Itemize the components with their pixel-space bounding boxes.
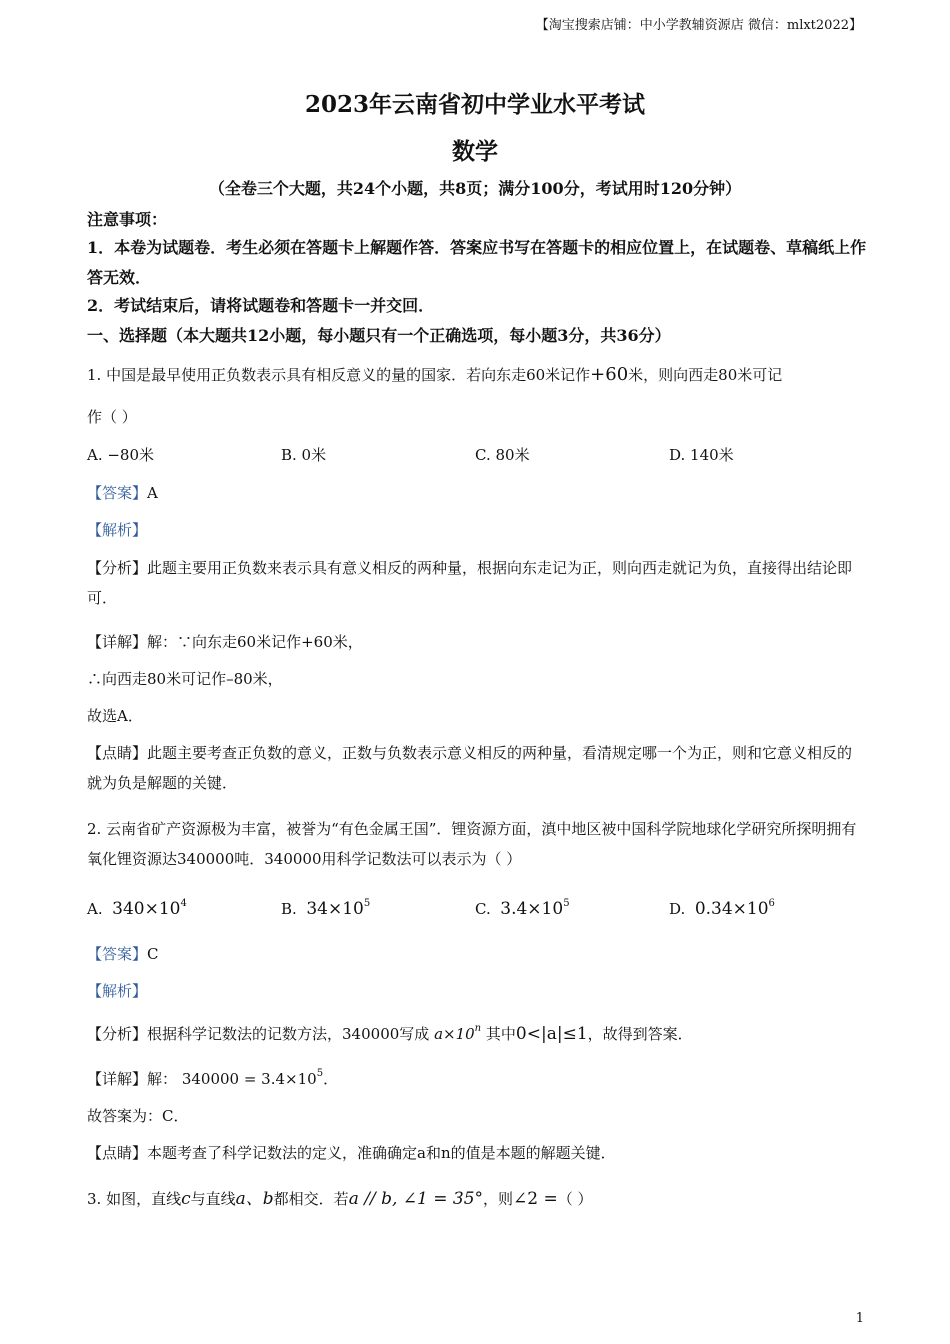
q2-option-c: C. $3.4\times 10^5$ xyxy=(475,898,570,919)
q1-answer: 【答案】A xyxy=(87,484,158,502)
q1-option-c: C. 80米 xyxy=(475,446,530,464)
q1-analysis-tag: 【解析】 xyxy=(87,521,148,539)
q1-stem-cont: 作（ ） xyxy=(87,408,137,426)
q2-fenxi: 【分析】根据科学记数法的记数方法，340000写成 $a\times 10^n$ 其中0<|a|≤1，故得到答案． xyxy=(87,1023,693,1044)
q1-detail-2: ∴向西走80米可记作–80米， xyxy=(87,670,283,688)
q2-detail-2: 故答案为：C． xyxy=(87,1107,189,1125)
notice-item-2: 2．考试结束后，请将试题卷和答题卡一并交回． xyxy=(87,296,435,315)
q1-comment: 【点睛】此题主要考查正负数的意义，正数与负数表示意义相反的两种量，看清规定哪一个为正，则和它意义相反的就为负是解题的关键． xyxy=(87,744,853,792)
q2-option-d: D. $0.34\times 10^6$ xyxy=(669,898,775,919)
q1-fenxi: 【分析】此题主要用正负数来表示具有意义相反的两种量，根据向东走记为正，则向西走就记为负，直接得出结论即可． xyxy=(87,559,853,607)
q2-option-a: A. $340\times 10^4$ xyxy=(87,898,187,919)
q1-option-d: D. 140米 xyxy=(669,446,734,464)
notice-item-1: 1．本卷为试题卷．考生必须在答题卡上解题作答．答案应书写在答题卡的相应位置上，在试题卷、草稿纸上作答无效． xyxy=(87,238,867,287)
q2-detail: 【详解】解： $340000 = 3.4\times 10^5$． xyxy=(87,1068,339,1088)
q1-detail: 【详解】解：∵向东走60米记作+60米， xyxy=(87,633,363,651)
q1-option-a: A. −80米 xyxy=(87,446,155,464)
watermark: 【淘宝搜索店铺：中小学教辅资源店 微信：mlxt2022】 xyxy=(535,18,862,33)
page-title: 2023年云南省初中学业水平考试 xyxy=(304,91,645,118)
q1-detail-3: 故选A． xyxy=(87,707,143,725)
q2-answer: 【答案】C xyxy=(87,945,159,963)
q2-analysis-tag: 【解析】 xyxy=(87,982,148,1000)
subject-title: 数学 xyxy=(452,138,498,165)
section-heading: 一、选择题（本大题共12小题，每小题只有一个正确选项，每小题3分，共36分） xyxy=(87,326,671,345)
q1-option-b: B. 0米 xyxy=(281,446,327,464)
notice-heading: 注意事项： xyxy=(87,210,168,229)
q1-stem: 1. 中国是最早使用正负数表示具有相反意义的量的国家．若向东走60米记作+60米，则向西走80米可记 xyxy=(87,364,783,385)
exam-info: （全卷三个大题，共24个小题，共8页；满分100分，考试用时120分钟） xyxy=(208,179,742,198)
q2-comment: 【点睛】本题考查了科学记数法的定义，准确确定a和n的值是本题的解题关键． xyxy=(87,1144,616,1162)
q2-option-b: B. $34\times 10^5$ xyxy=(281,898,371,919)
page-number: 1 xyxy=(855,1311,864,1326)
q3-stem: 3. 如图，直线c与直线a、b都相交．若a // b, ∠1 = 35°，则∠2 =（ ） xyxy=(87,1189,593,1209)
q2-stem: 2. 云南省矿产资源极为丰富，被誉为“有色金属王国”．锂资源方面，滇中地区被中国科学院地球化学研究所探明拥有氧化锂资源达340000吨．340000用科学记数法可以表示为（ ） xyxy=(87,820,857,868)
